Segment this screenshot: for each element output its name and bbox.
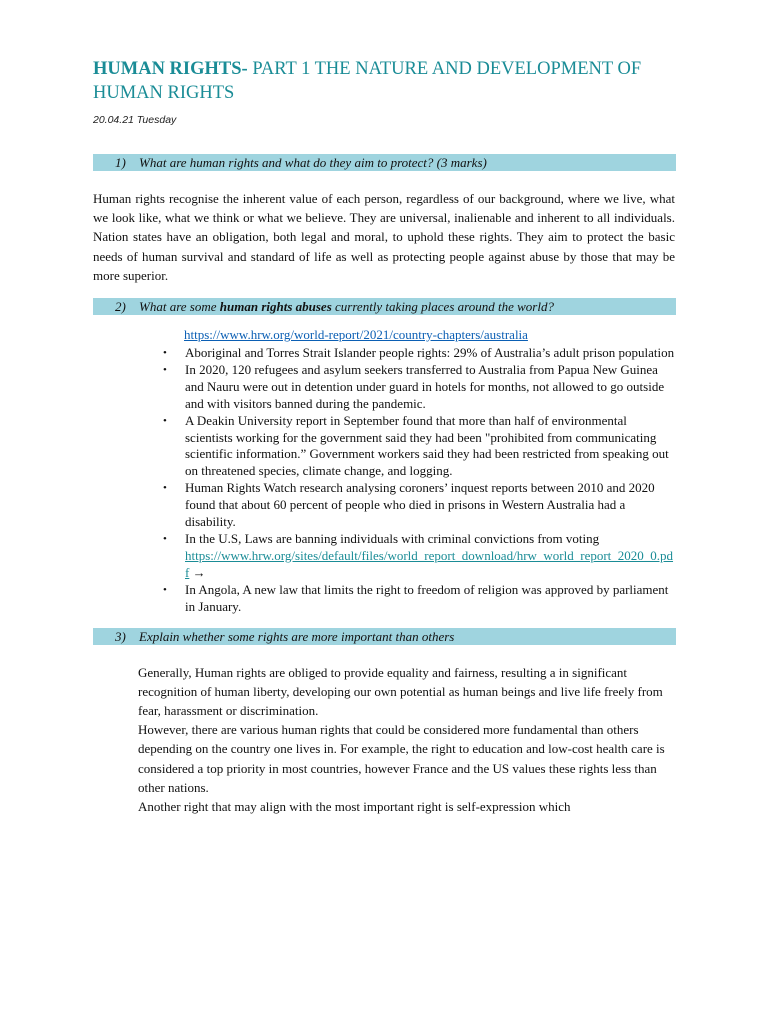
list-item — [93, 582, 675, 616]
title-strong: HUMAN RIGHTS- — [93, 59, 248, 79]
question-1-band — [93, 154, 676, 171]
hrw-world-report-link[interactable]: https://www.hrw.org/sites/default/files/world_report_download/hrw_world_report_2020_0.pdf — [185, 547, 674, 580]
list-item — [93, 362, 675, 413]
answer-3-paragraph: Another right that may align with the most important right is self-expression which — [138, 798, 571, 814]
arrow-right-icon: → — [192, 564, 206, 580]
question-1-text: What are human rights and what do they aim to protect? (3 marks) — [139, 155, 487, 170]
question-2-pre: What are some — [139, 299, 220, 315]
report-link-line — [184, 327, 675, 343]
list-item — [93, 480, 675, 531]
answer-3-paragraph: However, there are various human rights that could be considered more fundamental than others depending on the country one lives in. For example, the right to education and low-cost health care is considered a top priority in most countries, however France and the US values these rights less than other nations. — [138, 722, 665, 795]
question-2-post: currently taking places around the world? — [331, 299, 554, 315]
list-item-text: In 2020, 120 refugees and asylum seekers transferred to Australia from Papua New Guinea and Nauru were out in detention under guard in hotels for months, not allowed to go outside and with visitors banned during the pandemic. — [185, 361, 665, 411]
list-item — [93, 413, 675, 481]
list-item-text: A Deakin University report in September found that more than half of environmental scientists working for the government said they had been "prohibited from communicating scientific information.” Government workers said they had been restricted from speaking out on threatened species, climate change, and logging. — [185, 412, 669, 479]
question-2-text — [139, 298, 554, 315]
abuses-list — [93, 345, 675, 616]
bullet-icon: • — [163, 414, 167, 427]
question-3-band — [93, 628, 676, 645]
answer-1-paragraph: Human rights recognise the inherent value of each person, regardless of our background, where we live, what we look like, what we think or what we believe. They are universal, inalienable and inherent to all individuals. Nation states have an obligation, both legal and moral, to uphold these rights. They aim to protect the basic needs of human survival and standard of life as well as protecting people against abuse by those that may be more superior. — [93, 191, 675, 283]
question-2-bold: human rights abuses — [219, 299, 332, 315]
bullet-icon: • — [163, 347, 167, 360]
title-rest: PART 1 THE NATURE AND DEVELOPMENT OF HUMAN RIGHTS — [93, 59, 642, 103]
document-title — [93, 57, 675, 105]
bullet-icon: • — [163, 482, 167, 495]
question-3-number: 3) — [115, 628, 126, 644]
list-item-text: Human Rights Watch research analysing coroners’ inquest reports between 2010 and 2020 found that about 60 percent of people who died in prisons in Western Australia had a disability. — [185, 480, 655, 530]
question-2-band — [93, 298, 676, 315]
bullet-icon: • — [163, 583, 167, 596]
answer-3-paragraph: Generally, Human rights are obliged to provide equality and fairness, resulting a in significant recognition of human liberty, developing our own potential as human beings and live life freely from fear, harassment or discrimination. — [138, 664, 663, 718]
list-item-text: In Angola, A new law that limits the right to freedom of religion was approved by parliament in January. — [185, 581, 669, 614]
list-item — [93, 345, 675, 362]
question-1-number: 1) — [115, 155, 126, 170]
list-item — [93, 531, 675, 582]
document-date: 20.04.21 Tuesday — [93, 114, 177, 126]
answer-3-block — [138, 663, 675, 817]
list-item-text: Aboriginal and Torres Strait Islander people rights: 29% of Australia’s adult prison population — [185, 345, 675, 361]
hrw-australia-link[interactable]: https://www.hrw.org/world-report/2021/country-chapters/australia — [184, 327, 528, 343]
bullet-icon: • — [163, 363, 167, 376]
question-3-text: Explain whether some rights are more important than others — [139, 628, 455, 644]
bullet-icon: • — [163, 532, 167, 545]
list-item-text: In the U.S, Laws are banning individuals with criminal convictions from voting — [185, 530, 600, 546]
question-2-number: 2) — [115, 299, 126, 315]
